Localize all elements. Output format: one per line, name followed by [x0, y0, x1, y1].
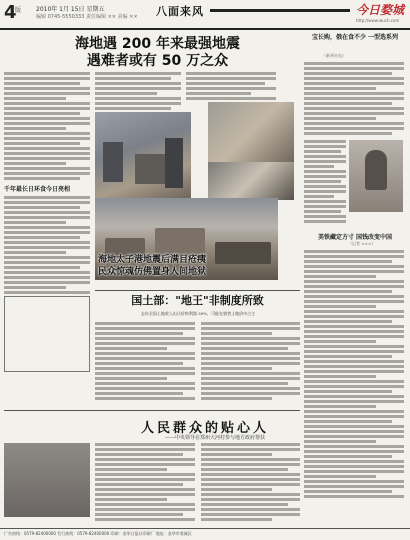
masthead — [0, 0, 410, 30]
side-subline-1: （新华社电） — [322, 53, 346, 58]
page-footer: 广告热线：0579-82400000 发行热线：0579-82400000 印刷：金华日报社印刷厂 地址：金华市婺城区 — [0, 528, 410, 540]
main-headline-line1: 海地遇 200 年来最强地震 — [75, 36, 240, 52]
side-subline-2: （记者 ×××） — [348, 241, 376, 246]
bottom-story-body — [95, 443, 300, 525]
bottom-story-headline: 人民群众的贴心人 — [140, 421, 269, 436]
newspaper-logo: 今日婺城 — [356, 3, 405, 17]
photo-caption-line2: 民众惊魂仿佛置身人间地狱 — [98, 267, 207, 277]
mid-story-rule — [95, 290, 300, 291]
side-photo — [349, 140, 403, 212]
main-headline — [40, 36, 275, 70]
left-boxed-article — [4, 296, 90, 372]
side-article-1b — [304, 140, 346, 228]
side-headline-2: 美铁藏定方寸 国钱改变中国 — [317, 234, 393, 241]
issue-editor-line: 编辑 0745-5550333 责任编辑 ×× 美编 ×× — [36, 14, 138, 20]
side-article-2 — [304, 250, 404, 524]
earthquake-photo-1 — [95, 112, 191, 200]
photo-caption — [98, 254, 206, 278]
mid-story-body — [95, 322, 300, 406]
left-subhead: 千年最长日环食今日亮相 — [4, 186, 71, 193]
mid-story-subtitle: 去年全国土地收入出让价格利润 30%，可能在销售土地价中占主 — [140, 311, 256, 316]
main-headline-line2: 遇难者或有 50 万之众 — [86, 53, 229, 69]
section-title: 八面来风 — [156, 5, 204, 18]
bottom-story-photo — [4, 443, 90, 517]
earthquake-photo-2 — [208, 102, 294, 162]
article-column-1 — [4, 72, 90, 182]
bottom-story-rule — [4, 410, 300, 411]
bottom-story-subtitle: ——中央领导在郑州大河村参与地方政府帮扶 — [164, 435, 265, 441]
newspaper-url: http://www.wuch.com — [356, 18, 400, 23]
side-headline-1: 宝长购，俄在食不少 一型选系列 — [311, 34, 399, 41]
earthquake-photo-3 — [208, 162, 294, 200]
page-number: 4 — [4, 2, 17, 23]
side-article-1 — [304, 62, 404, 138]
issue-date: 2010年 1月 15日 星期五 — [36, 6, 105, 13]
mid-story-headline: 国土部："地王"非制度所致 — [131, 294, 264, 307]
photo-caption-line1: 海地太子港地震后满目疮痍 — [98, 255, 207, 265]
section-rule — [210, 9, 350, 12]
page-unit: 版 — [15, 7, 22, 14]
